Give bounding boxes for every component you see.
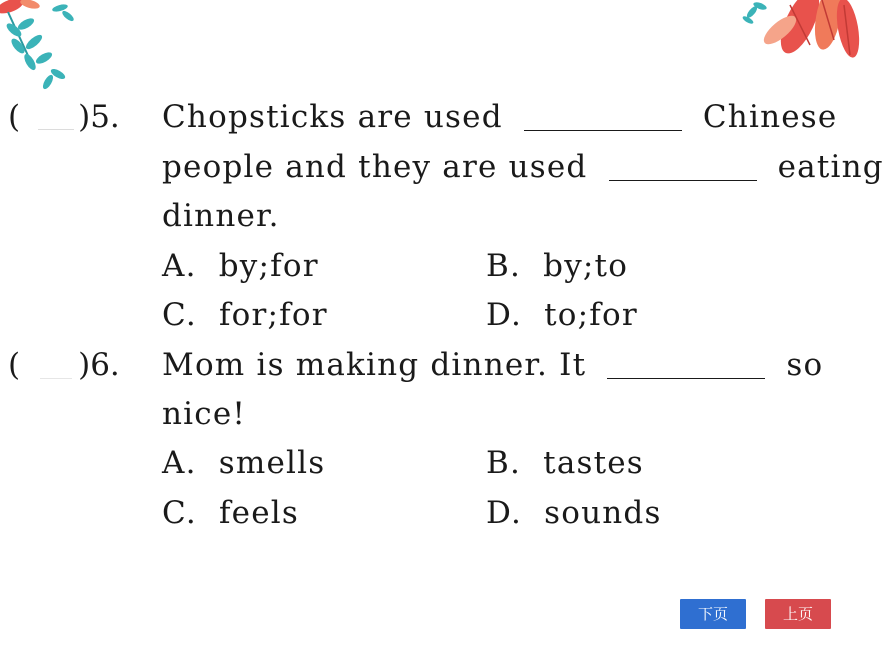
option-letter: B.: [486, 248, 522, 284]
question-text: nice!: [162, 396, 247, 432]
question-text: people and they are used: [162, 149, 588, 185]
question-text: so: [786, 347, 824, 383]
previous-page-button[interactable]: 上页: [765, 599, 831, 629]
option-letter: A.: [162, 445, 197, 481]
question-number: )5.: [78, 99, 120, 135]
option-a[interactable]: [162, 248, 319, 284]
option-text: smells: [218, 445, 326, 481]
option-letter: D.: [486, 297, 523, 333]
option-letter: B.: [486, 445, 522, 481]
option-letter: C.: [162, 495, 197, 531]
question-number: )6.: [78, 347, 120, 383]
question-6-line-2: [162, 396, 247, 432]
option-a[interactable]: [162, 445, 326, 481]
answer-mark-q6: [40, 378, 72, 379]
open-paren: (: [8, 347, 21, 383]
question-text: Chinese: [702, 99, 838, 135]
option-text: by;for: [218, 248, 319, 284]
option-b[interactable]: [486, 445, 644, 481]
leaf-decoration-left-icon: [0, 0, 80, 95]
option-text: sounds: [544, 495, 662, 531]
option-letter: D.: [486, 495, 523, 531]
option-c[interactable]: [162, 297, 328, 333]
option-text: to;for: [544, 297, 638, 333]
question-text: Chopsticks are used: [162, 99, 503, 135]
question-text: dinner.: [162, 198, 280, 234]
option-text: by;to: [543, 248, 629, 284]
question-5-line-2: [162, 149, 884, 185]
answer-mark-q5: [38, 129, 74, 130]
question-6-line-1: [162, 347, 824, 383]
option-letter: A.: [162, 248, 197, 284]
open-paren: (: [8, 99, 21, 135]
question-text: eating: [777, 149, 884, 185]
fill-blank[interactable]: [607, 377, 765, 379]
next-page-button[interactable]: 下页: [680, 599, 746, 629]
question-5-line-3: [162, 198, 280, 234]
fill-blank[interactable]: [609, 179, 757, 181]
option-text: for;for: [218, 297, 328, 333]
option-d[interactable]: [486, 297, 638, 333]
option-text: feels: [218, 495, 299, 531]
question-5-line-1: [162, 99, 838, 135]
option-letter: C.: [162, 297, 197, 333]
answer-bracket-q6[interactable]: [8, 347, 120, 383]
option-d[interactable]: [486, 495, 662, 531]
option-c[interactable]: [162, 495, 299, 531]
fill-blank[interactable]: [524, 129, 682, 131]
question-text: Mom is making dinner. It: [162, 347, 587, 383]
option-b[interactable]: [486, 248, 629, 284]
option-text: tastes: [543, 445, 644, 481]
leaf-decoration-right-icon: [740, 0, 860, 70]
